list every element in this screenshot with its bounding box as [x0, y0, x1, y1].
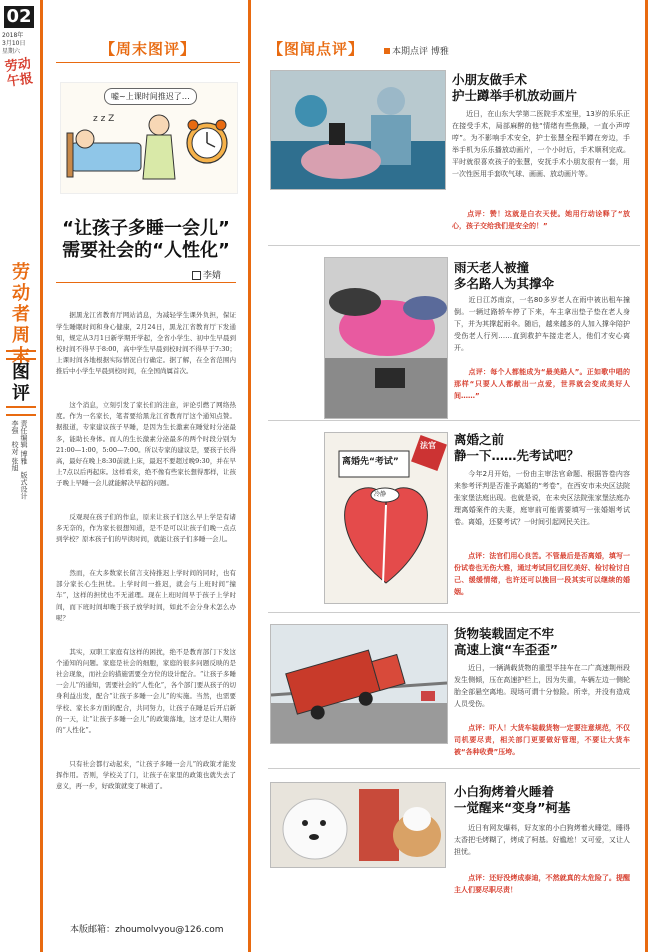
news-comment: 点评：吓人！大货车装载货物一定要注意规范，不仅司机要尽责，相关部门更要做好管理，不要让大货车被“各种收费”压垮。	[454, 724, 630, 756]
news-comment: 点评：每个人都能成为“最美路人”。正如歌中唱的那样“只要人人都献出一点爱，世界就会变成美好人间……”	[454, 368, 630, 400]
item-divider	[268, 612, 640, 613]
square-icon	[384, 48, 390, 54]
editor-credits: 责任编辑 博雅 版式设计 李强 校对 张旭	[11, 420, 28, 500]
newspaper-logo: 劳动午报	[4, 56, 34, 90]
news-body: 近日，在山东大学第二医院手术室里，13岁的乐乐正在接受手术，局部麻醉的他“情绪有些焦躁，一直小声哼哼”。为不影响手术安全，护士张慧全程半蹲在旁边，手举手机为乐乐播放动画片，一个小时后，手术顺利完成。平时就很喜欢孩子的张慧，安抚手术小朋友很有一套，用一次性医用手套吹气球、画画、放动画片等。	[452, 110, 630, 178]
right-rule	[645, 0, 648, 952]
article-paragraph: 据黑龙江省教育厅网站消息，为减轻学生课外负担，保证学生睡眠时间和身心健康，2月24日，黑龙江省教育厅下发通知，规定从3月1日新学期开学起，全省小学生、初中生早晨到校时间不得早于8:00，高中学生早晨到校时间不得早于7:30；上课时间各地根据实际情况自行确定。据了解，在全省范围内推后中小学生早晨到校时间，在全国尚属首次。	[56, 311, 236, 376]
news-body: 近日江苏南京，一名80多岁老人在雨中被出租车撞倒。一辆过路轿车停了下来，车主拿出垫子垫在老人身下，并为其撑起雨伞。随后，越来越多的人加入撑伞陪护受伤老人行列……直到救护车接走老人，他们才安心离开。	[454, 296, 630, 352]
news-title: 小白狗烤着火睡着 一觉醒来“变身”柯基	[454, 784, 571, 815]
exam-label: 离婚先“考试”	[342, 457, 399, 467]
photo-truck	[270, 624, 448, 744]
left-header-rule	[56, 62, 240, 63]
item-divider	[268, 245, 640, 246]
left-rule	[40, 0, 43, 952]
author-box-icon	[192, 271, 201, 280]
news-title: 雨天老人被撞 多名路人为其撑伞	[454, 260, 555, 291]
left-section-header: 【周末图评】	[100, 40, 197, 58]
news-body: 近日有网友爆料，好友家的小白狗烤着火睡觉，睡得太香把毛烤糊了，烤成了柯基。好尴尬！又可爱，又让人担忧。	[454, 824, 630, 856]
right-section-header: 【图闻点评】	[268, 40, 365, 58]
article-paragraph: 只有社会都行动起来，“让孩子多睡一会儿”的政策才能发挥作用。否则，学校关了门，让孩子在家里的政策也就失去了意义，再一步，好政策就变了味道了。	[56, 759, 236, 790]
news-comment: 点评：还好没烤成泰迪，不然就真的太危险了。提醒主人们要尽职尽责！	[454, 874, 630, 894]
news-body: 今年2月开始，一份由主审法官命题、根据答卷内容来参考评判是否准予离婚的“考卷”，在西安市未央区法院张家堡法庭出现。也就是说，在未央区法院张家堡法庭办理离婚案件的夫妻，庭审前可能需要填写一张婚姻考试卷。离婚，还要考试？一时间引起网民关注。	[454, 470, 630, 526]
news-comment: 点评：赞！这就是白衣天使。她用行动诠释了“放心，孩子交给我们是安全的！”	[452, 210, 630, 230]
page-email: 本版邮箱：zhoumolvyou@126.com	[70, 925, 224, 935]
photo-umbrellas	[324, 257, 448, 419]
item-divider	[268, 420, 640, 421]
news-comment: 点评：法官们用心良苦。不管最后是否离婚，填写一份试卷也无伤大雅，通过考试回忆回忆美好、检讨检讨自己、缓缓情绪，也许还可以挽回一段其实可以继续的婚姻。	[454, 552, 630, 596]
item-divider	[268, 768, 640, 769]
issue-date: 2018年 3月10日 星期六	[2, 32, 26, 55]
article-paragraph: 这个消息，立刻引发了家长们的注意，评论引燃了网络热度。作为一名家长，笔者要给黑龙江省教育厅这个通知点赞。据报道，专家建议孩子早睡，是因为生长激素在睡觉时分泌最多，能助长身体。而人的生长激素分泌最多的两个时段分别为21:00—1:00，5:00—7:00。所以专家的建议是，要孩子长得高，最好在晚上8:30前就上床，最迟不要超过晚9:30，并在早上7点以后再起床。这样看来，绝不像有些家长想得那样，让孩子晚上早睡一会儿就能解决早起的问题。	[56, 401, 236, 488]
news-title: 小朋友做手术 护士蹲举手机放动画片	[452, 72, 578, 103]
news-body: 近日，一辆满载货物的重型半挂车在二广高速荆州段发生侧倾，压在高速护栏上，因为失重，车辆左边一侧轮胎全部悬空离地。现场可谓十分惊险。所幸，并没有造成人员受伤。	[454, 664, 630, 708]
svg-text:z z Z: z z Z	[93, 114, 115, 124]
page-number: 02	[4, 6, 34, 28]
section-title: 图评	[12, 362, 30, 404]
section-divider	[6, 406, 36, 416]
article-author: 李婧	[192, 268, 221, 281]
news-title: 离婚之前 静一下……先考试吧？	[454, 432, 580, 463]
article-paragraph: 反观现在孩子们的作息，原来让孩子们这么早上学是有诸多无奈的，作为家长很想知道，是不是可以让孩子们晚一点点到学校？原本孩子们的早读时间，就能让孩子们多睡一会儿。	[56, 513, 236, 544]
article-title: “让孩子多睡一会儿” 需要社会的“人性化”	[62, 218, 230, 261]
photo-surgery	[270, 70, 446, 190]
photo-dog	[270, 782, 446, 868]
email-link[interactable]: zhoumolvyou@126.com	[115, 925, 224, 935]
header-note: 本期点评 博雅	[384, 44, 449, 57]
calm-label: 冷静	[374, 491, 387, 498]
brand-divider	[6, 350, 36, 360]
article-rule	[56, 282, 236, 283]
article-paragraph: 然而，在大多数家长留言支持推迟上学时间的同时，也有部分家长心生担忧。上学时间一推迟，就会与上班时间“撞车”，这样的担忧也不无道理。现在上班时间早于孩子上学时间，而下班时间却晚于孩子放学时间，如此不会分身术怎么办呢？	[56, 569, 236, 622]
article-paragraph: 其实，双职工家庭有这样的困扰，绝不是教育部门下发这个通知的问题。家庭是社会的细胞，家庭的很多问题反映的是社会现象，而社会的措施需要全方位的设计配合。“让孩子多睡一会儿”的通知，需要社会的“人性化”，各个部门要从孩子的切身利益出发，配合“让孩子多睡一会儿”的实施。当然，也需要学校、家长多方面的配合，共同努力，让孩子在睡足后开启新的一天，让“让孩子多睡一会儿”的政策落地，这才是让人期待的“人性化”。	[56, 647, 236, 734]
news-title: 货物装载固定不牢 高速上演“车歪歪”	[454, 626, 558, 657]
column-rule	[248, 0, 251, 952]
article-body	[56, 288, 236, 803]
brand-title: 劳动者周末	[12, 262, 30, 367]
cartoon-caption: 嘘~上课时间推迟了…	[104, 88, 197, 105]
judge-label: 法官	[420, 441, 436, 450]
